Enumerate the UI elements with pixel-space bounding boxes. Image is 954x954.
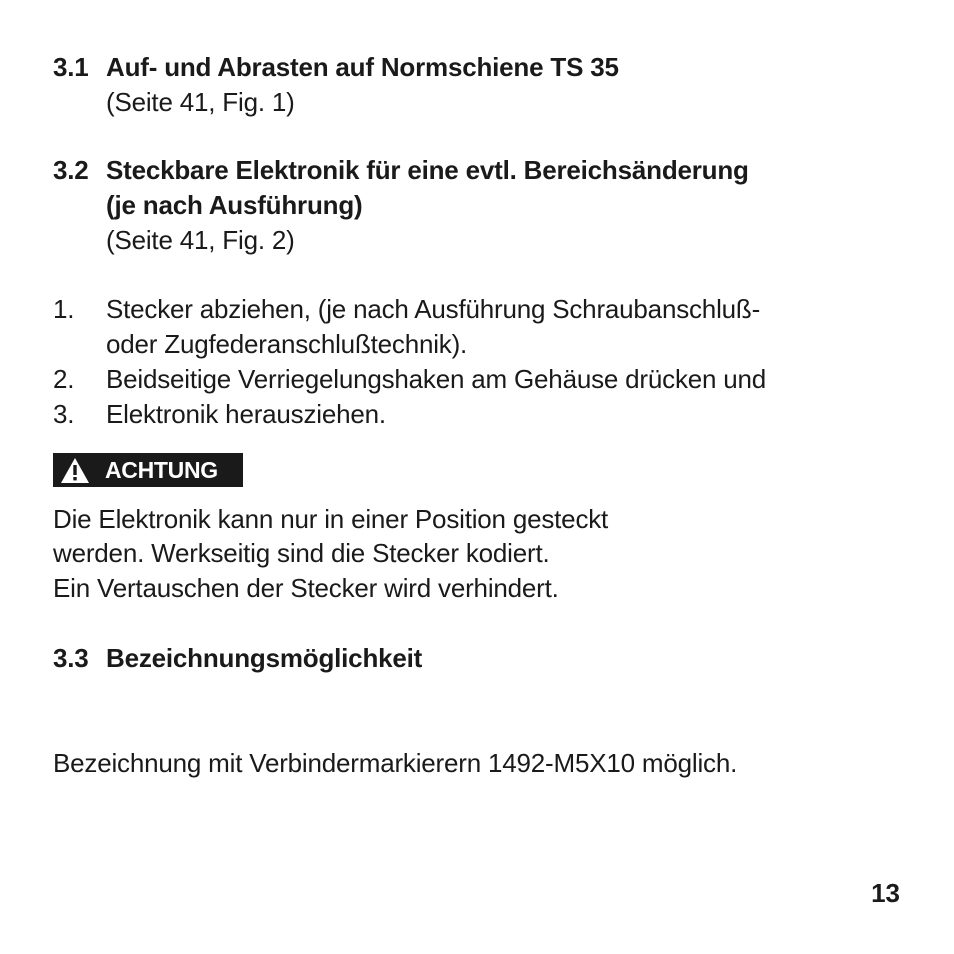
step-1-line1: Stecker abziehen, (je nach Ausführung Schraubanschluß- [106,294,761,324]
page-number: 13 [871,878,900,908]
section-3-3-body: Bezeichnung mit Verbindermarkierern 1492-M5X10 möglich. [53,748,738,778]
section-3-1-number: 3.1 [53,52,89,82]
step-2-line1: Beidseitige Verriegelungshaken am Gehäuse drücken und [106,364,767,394]
section-3-2-number: 3.2 [53,155,89,185]
section-3-2-ref: (Seite 41, Fig. 2) [106,225,295,255]
step-1-number: 1. [53,294,75,324]
section-3-3-title: Bezeichnungsmöglichkeit [106,643,423,673]
section-3-2-title-line1: Steckbare Elektronik für eine evtl. Bereichsänderung [106,155,749,185]
step-3-number: 3. [53,399,75,429]
step-1-line2: oder Zugfederanschlußtechnik). [106,329,468,359]
warning-label-text: ACHTUNG [105,456,218,483]
warning-text-line3: Ein Vertauschen der Stecker wird verhindert. [53,573,559,603]
section-3-1-title: Auf- und Abrasten auf Normschiene TS 35 [106,52,619,82]
section-3-1-ref: (Seite 41, Fig. 1) [106,87,295,117]
section-3-3-number: 3.3 [53,643,89,673]
warning-triangle-icon [59,455,91,485]
step-3-line1: Elektronik herausziehen. [106,399,386,429]
step-2-number: 2. [53,364,75,394]
section-3-2-title-line2: (je nach Ausführung) [106,190,363,220]
warning-label [53,453,243,487]
warning-text-line2: werden. Werkseitig sind die Stecker kodiert. [53,538,550,568]
warning-text-line1: Die Elektronik kann nur in einer Position gesteckt [53,504,609,534]
